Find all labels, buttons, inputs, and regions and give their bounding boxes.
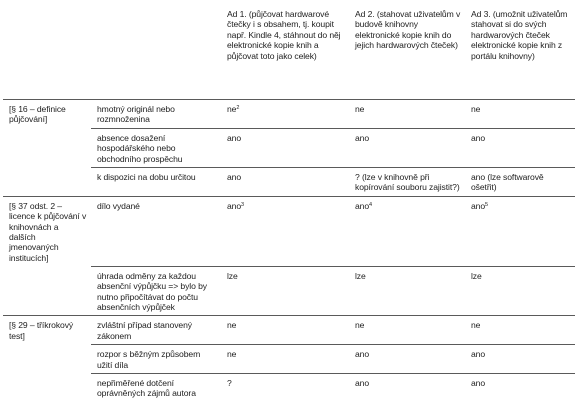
ad2-cell [349, 128, 465, 167]
ad2-cell-text: ano [355, 378, 370, 389]
criterion-cell-text: hmotný originál nebo rozmnoženina [97, 104, 175, 125]
criterion-cell [91, 196, 221, 266]
ad2-cell-text: ? (lze v knihovně při kopírování souboru zajistit?) [355, 172, 460, 193]
group-label-empty [3, 168, 91, 197]
table-row [3, 345, 575, 374]
group-label-empty [3, 128, 91, 167]
ad3-cell-text: lze [471, 270, 482, 281]
table-row [3, 100, 575, 129]
header-ad1: Ad 1. (půjčovat hardwarové čtečky i s obsahem, tj. koupit např. Kindle 4, stáhnout do něj elektronické kopie knih a půjčovat toto jako celek) [227, 9, 341, 61]
footnote-mark: 4 [369, 201, 373, 208]
ad1-cell-text: ano [227, 172, 242, 183]
ad1-cell [221, 316, 349, 345]
ad1-cell [221, 168, 349, 197]
ad1-cell-text: ne [227, 104, 237, 114]
criterion-cell [91, 266, 221, 316]
table-header-row [3, 9, 575, 100]
group-label: [§ 29 – tříkrokový test] [3, 316, 91, 345]
ad3-cell [465, 374, 575, 402]
table-row [3, 128, 575, 167]
footnote-mark: 2 [236, 105, 240, 111]
ad2-cell [349, 374, 465, 402]
criterion-cell-text: nepřiměřené dotčení oprávněných zájmů autora [97, 378, 196, 399]
ad1-cell-text: ano [227, 200, 242, 211]
group-label-empty [3, 374, 91, 402]
ad3-cell-text: ne [471, 104, 481, 114]
ad3-cell [465, 168, 575, 197]
header-ad2: Ad 2. (stahovat uživatelům v budově knihovny elektronické kopie knih do jejich hardwarových čteček) [355, 9, 461, 51]
ad3-cell-text: ano [471, 349, 486, 360]
ad2-cell-text: ano [355, 200, 370, 211]
table-body [3, 100, 575, 402]
ad3-cell-text: ano (lze softwarově ošetřit) [471, 172, 544, 193]
criterion-cell-text: absence dosažení hospodářského nebo obchodního prospěchu [97, 132, 183, 164]
ad1-cell [221, 266, 349, 316]
ad1-cell-text: ne [227, 320, 237, 331]
ad2-cell [349, 196, 465, 266]
group-label-empty [3, 266, 91, 316]
ad1-cell [221, 345, 349, 374]
ad1-cell-text: ? [227, 378, 232, 389]
criterion-cell-text: zvláštní případ stanovený zákonem [97, 320, 192, 341]
group-label: [§ 37 odst. 2 – licence k půjčování v knihovnách a dalších jmenovaných institucích] [3, 196, 91, 266]
criterion-cell [91, 345, 221, 374]
ad3-cell [465, 128, 575, 167]
ad1-cell [221, 196, 349, 266]
ad1-cell [221, 100, 349, 129]
footnote-mark: 3 [241, 201, 245, 208]
ad3-cell-text: ne [471, 320, 481, 331]
ad3-cell [465, 345, 575, 374]
ad3-cell-text: ano [471, 378, 486, 389]
header-blank-1 [3, 9, 91, 100]
criterion-cell-text: dílo vydané [97, 200, 140, 211]
ad2-cell [349, 345, 465, 374]
header-ad3: Ad 3. (umožnit uživatelům stahovat si do svých hardwarových čteček elektronické kopie knih z portálu knihovny) [471, 9, 568, 61]
group-label-empty [3, 345, 91, 374]
ad3-cell [465, 316, 575, 345]
ad2-cell [349, 100, 465, 129]
group-label: [§ 16 – definice půjčování] [3, 100, 91, 129]
ad2-cell-text: ne [355, 104, 365, 114]
ad2-cell-text: ano [355, 132, 370, 143]
ad3-cell [465, 100, 575, 129]
criterion-cell-text: k dispozici na dobu určitou [97, 172, 196, 183]
table-row [3, 316, 575, 345]
ad2-cell-text: lze [355, 270, 366, 281]
table-row [3, 168, 575, 197]
ad3-cell [465, 266, 575, 316]
ad2-cell [349, 168, 465, 197]
table-row [3, 196, 575, 266]
criterion-cell [91, 316, 221, 345]
header-blank-2 [91, 9, 221, 100]
table-row [3, 374, 575, 402]
ad1-cell [221, 128, 349, 167]
criterion-cell-text: rozpor s běžným způsobem užití díla [97, 349, 201, 370]
criterion-cell [91, 128, 221, 167]
criterion-cell [91, 374, 221, 402]
criterion-cell [91, 168, 221, 197]
comparison-table [3, 9, 575, 402]
ad2-cell [349, 266, 465, 316]
criterion-cell [91, 100, 221, 129]
criterion-cell-text: úhrada odměny za každou absenční výpůjčku => bylo by nutno připočítávat do počtu absenčních výpůjček [97, 270, 207, 312]
ad2-cell-text: ne [355, 320, 365, 331]
ad1-cell-text: lze [227, 270, 238, 281]
ad1-cell [221, 374, 349, 402]
table-row [3, 266, 575, 316]
ad2-cell [349, 316, 465, 345]
ad2-cell-text: ano [355, 349, 370, 360]
ad1-cell-text: ne [227, 349, 237, 360]
ad3-cell-text: ano [471, 200, 486, 211]
ad3-cell-text: ano [471, 132, 486, 143]
footnote-mark: 5 [485, 201, 489, 208]
ad1-cell-text: ano [227, 132, 242, 143]
ad3-cell [465, 196, 575, 266]
